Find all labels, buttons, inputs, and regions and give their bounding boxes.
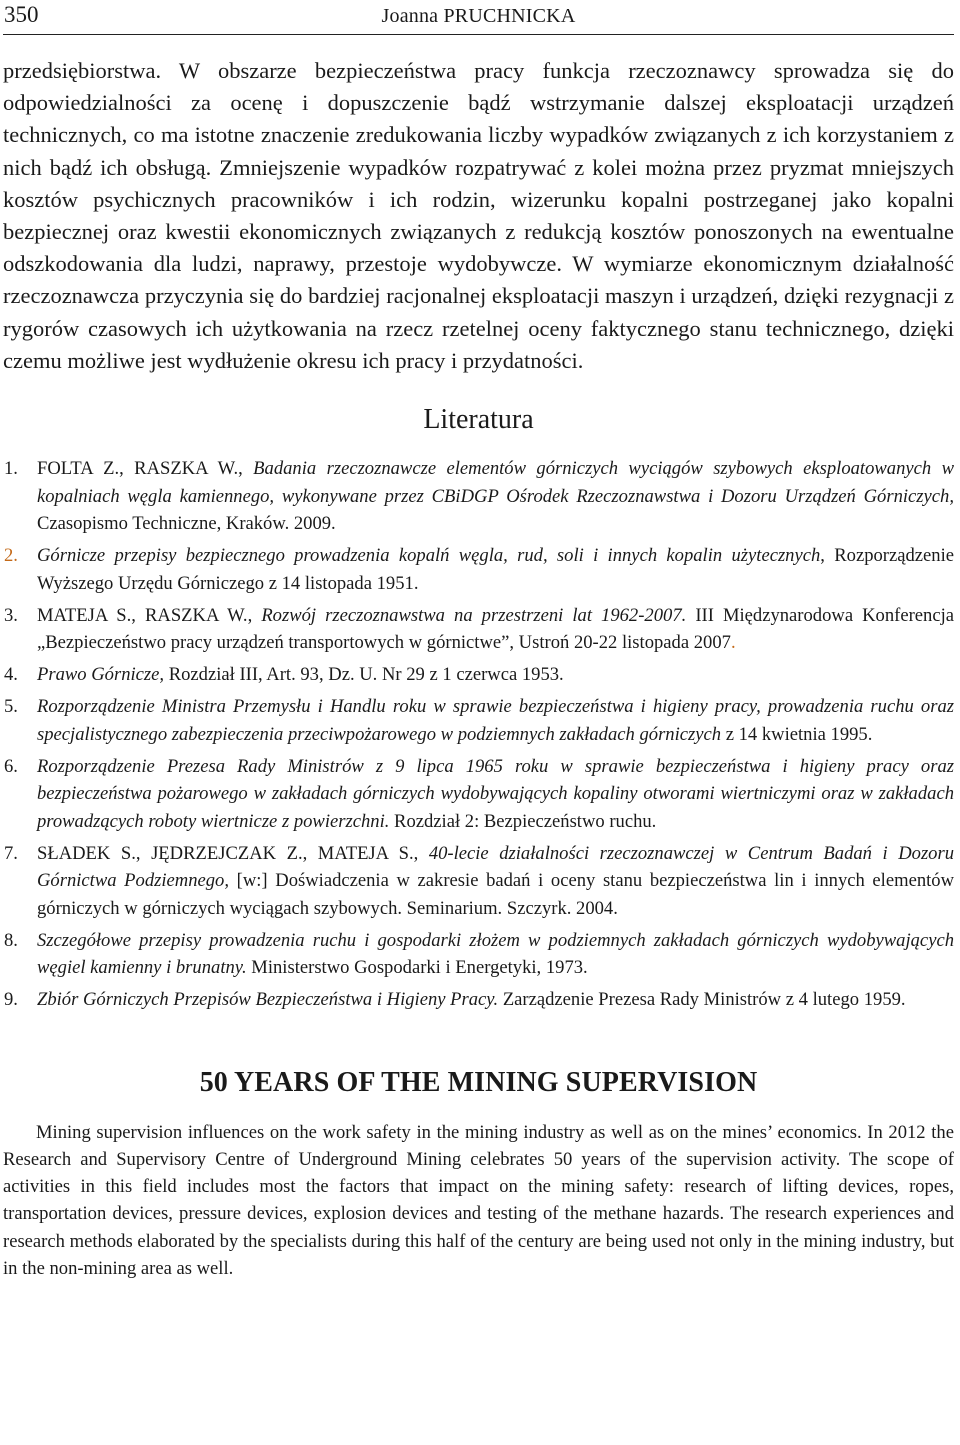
reference-number: 2. (4, 545, 18, 567)
reference-item (3, 927, 954, 982)
abstract-heading: 50 YEARS OF THE MINING SUPERVISION (199, 1066, 758, 1098)
reference-details: , Rozporządzenie Wyższego Urzędu Górniczego z 14 listopada 1951. (37, 545, 955, 594)
body-paragraph: przedsiębiorstwa. W obszarze bezpieczeństwa pracy funkcja rzeczoznawcy sprowadza się do odpowiedzialności za ocenę i dopuszczenie bądź wstrzymanie dalszej eksploatacji urządzeń technicznych, co ma istotne znaczenie zredukowania liczby wypadków związanych z ich korzystaniem z nich bądź ich obsługą. Zmniejszenie wypadków rozpatrywać z kolei można przez pryzmat mniejszych kosztów psychicznych pracowników i ich rodzin, wizerunku kopalni postrzeganej jako kopalni bezpiecznej oraz kwestii ekonomicznych związanych z redukcją kosztów ponoszonych na ewentualne odszkodowania dla ludzi, naprawy, przestoje wydobywcze. W wymiarze ekonomicznym działalność rzeczoznawcza przyczynia się do bardziej racjonalnej eksploatacji maszyn i urządzeń, dzięki rezygnacji z rygorów czasowych ich użytkowania na rzecz rzetelnej oceny faktycznego stanu technicznego, dzięki czemu możliwe jest wydłużenie okresu ich pracy i przydatności. (3, 58, 954, 373)
reference-title: Rozporządzenie Prezesa Rady Ministrów z 9 lipca 1965 roku w sprawie bezpieczeństwa i higieny pracy oraz bezpieczeństwa pożarowego w zakładach górniczych wydobywających kopaliny otworami wiertniczymi oraz w zakładach prowadzących roboty wiertnicze z powierzchni. (37, 755, 954, 832)
reference-details: III Międzynarodowa Konferencja „Bezpieczeństwo pracy urządzeń transportowych w górnictwe”, Ustroń 20-22 listopada 2007 (37, 604, 955, 654)
reference-item (3, 753, 954, 836)
page-number: 350 (4, 2, 39, 27)
reference-number: 8. (4, 929, 18, 951)
reference-details: Rozdział 2: Bezpieczeństwo ruchu. (389, 810, 657, 832)
reference-title: Rozporządzenie Ministra Przemysłu i Handlu roku w sprawie bezpieczeństwa i higieny pracy, prowadzenia ruchu oraz specjalistycznego zabezpieczenia przeciwpożarowego w podziemnych zakładach górniczych (37, 696, 954, 745)
reference-item (3, 986, 954, 1014)
reference-list (3, 455, 954, 1014)
reference-title: Górnicze przepisy bezpiecznego prowadzenia kopalń węgla, rud, soli i innych kopalin użytecznych (37, 545, 821, 567)
reference-item: 3. MATEJA S., RASZKA W., Rozwój rzeczoznawstwa na przestrzeni lat 1962-2007. III Międzynarodowa Konferencja „Bezpieczeństwo pracy urządzeń transportowych w górnictwe”, Ustroń 20-22 listopada 2007. (3, 602, 954, 657)
reference-item (3, 661, 954, 689)
abstract-paragraph: Mining supervision influences on the work safety in the mining industry as well as on the mines’ economics. In 2012 the Research and Supervisory Centre of Underground Mining celebrates 50 years of the supervision activity. The scope of activities in this field includes most the factors that impact on the mining safety: research of lifting devices, ropes, transportation devices, pressure devices, explosion devices and testing of the methane hazards. The research experiences and research methods elaborated by the specialists during this half of the century are being used not only in the mining industry, but in the non-mining area as well. (3, 1121, 954, 1280)
reference-item: 7. SŁADEK S., JĘDRZEJCZAK Z., MATEJA S., 40-lecie działalności rzeczoznawczej w Centrum Badań i Dozoru Górnictwa Podziemnego, [w:] Doświadczenia w zakresie badań i oceny stanu bezpieczeństwa lin i innych elementów górniczych w górniczych wyciągach szybowych. Seminarium. Szczyrk. 2004. (3, 840, 954, 923)
reference-number: 6. (4, 755, 18, 777)
header-rule (3, 34, 954, 35)
reference-authors: SŁADEK S., JĘDRZEJCZAK Z., MATEJA S. (37, 842, 414, 864)
reference-item (3, 542, 954, 597)
reference-authors: MATEJA S., RASZKA W. (37, 604, 248, 626)
reference-number: 3. (4, 604, 18, 626)
reference-authors: FOLTA Z., RASZKA W. (37, 458, 239, 480)
literature-heading: Literatura (423, 404, 534, 436)
reference-number: 4. (4, 664, 18, 686)
reference-number: 7. (4, 842, 18, 864)
reference-number: 1. (4, 458, 18, 480)
reference-number: 5. (4, 696, 18, 718)
reference-title: Rozwój rzeczoznawstwa na przestrzeni lat 1962-2007. (261, 604, 687, 626)
reference-details: Ministerstwo Gospodarki i Energetyki, 1973. (246, 957, 588, 979)
running-header (3, 0, 954, 30)
running-author: Joanna PRUCHNICKA (381, 5, 576, 27)
reference-title: Prawo Górnicze, (37, 664, 165, 686)
reference-item: 1. FOLTA Z., RASZKA W., Badania rzeczoznawcze elementów górniczych wyciągów szybowych eksploatowanych w kopalniach węgla kamiennego, wykonywane przez CBiDGP Ośrodek Rzeczoznawstwa i Dozoru Urządzeń Górniczych, Czasopismo Techniczne, Kraków. 2009. (3, 455, 954, 538)
reference-trailing-period: . (730, 632, 736, 654)
reference-title: Badania rzeczoznawcze elementów górniczych wyciągów szybowych eksploatowanych w kopalniach węgla kamiennego, wykonywane przez CBiDGP Ośrodek Rzeczoznawstwa i Dozoru Urządzeń Górniczych, (37, 458, 954, 507)
reference-details: Czasopismo Techniczne, Kraków. 2009. (37, 513, 336, 535)
reference-details: Rozdział III, Art. 93, Dz. U. Nr 29 z 1 czerwca 1953. (164, 664, 564, 686)
reference-title: Zbiór Górniczych Przepisów Bezpieczeństwa i Higieny Pracy. (37, 989, 499, 1011)
reference-title: Szczegółowe przepisy prowadzenia ruchu i gospodarki złożem w podziemnych zakładach górniczych wydobywających węgiel kamienny i brunatny. (37, 929, 954, 979)
reference-details: [w:] Doświadczenia w zakresie badań i oceny stanu bezpieczeństwa lin i innych elementów górniczych w górniczych wyciągach szybowych. Seminarium. Szczyrk. 2004. (37, 870, 955, 919)
reference-number: 9. (4, 989, 18, 1011)
reference-details: Zarządzenie Prezesa Rady Ministrów z 4 lutego 1959. (498, 989, 906, 1011)
reference-item (3, 693, 954, 748)
reference-details: z 14 kwietnia 1995. (721, 723, 873, 745)
reference-title: 40-lecie działalności rzeczoznawczej w Centrum Badań i Dozoru Górnictwa Podziemnego, (37, 842, 955, 892)
